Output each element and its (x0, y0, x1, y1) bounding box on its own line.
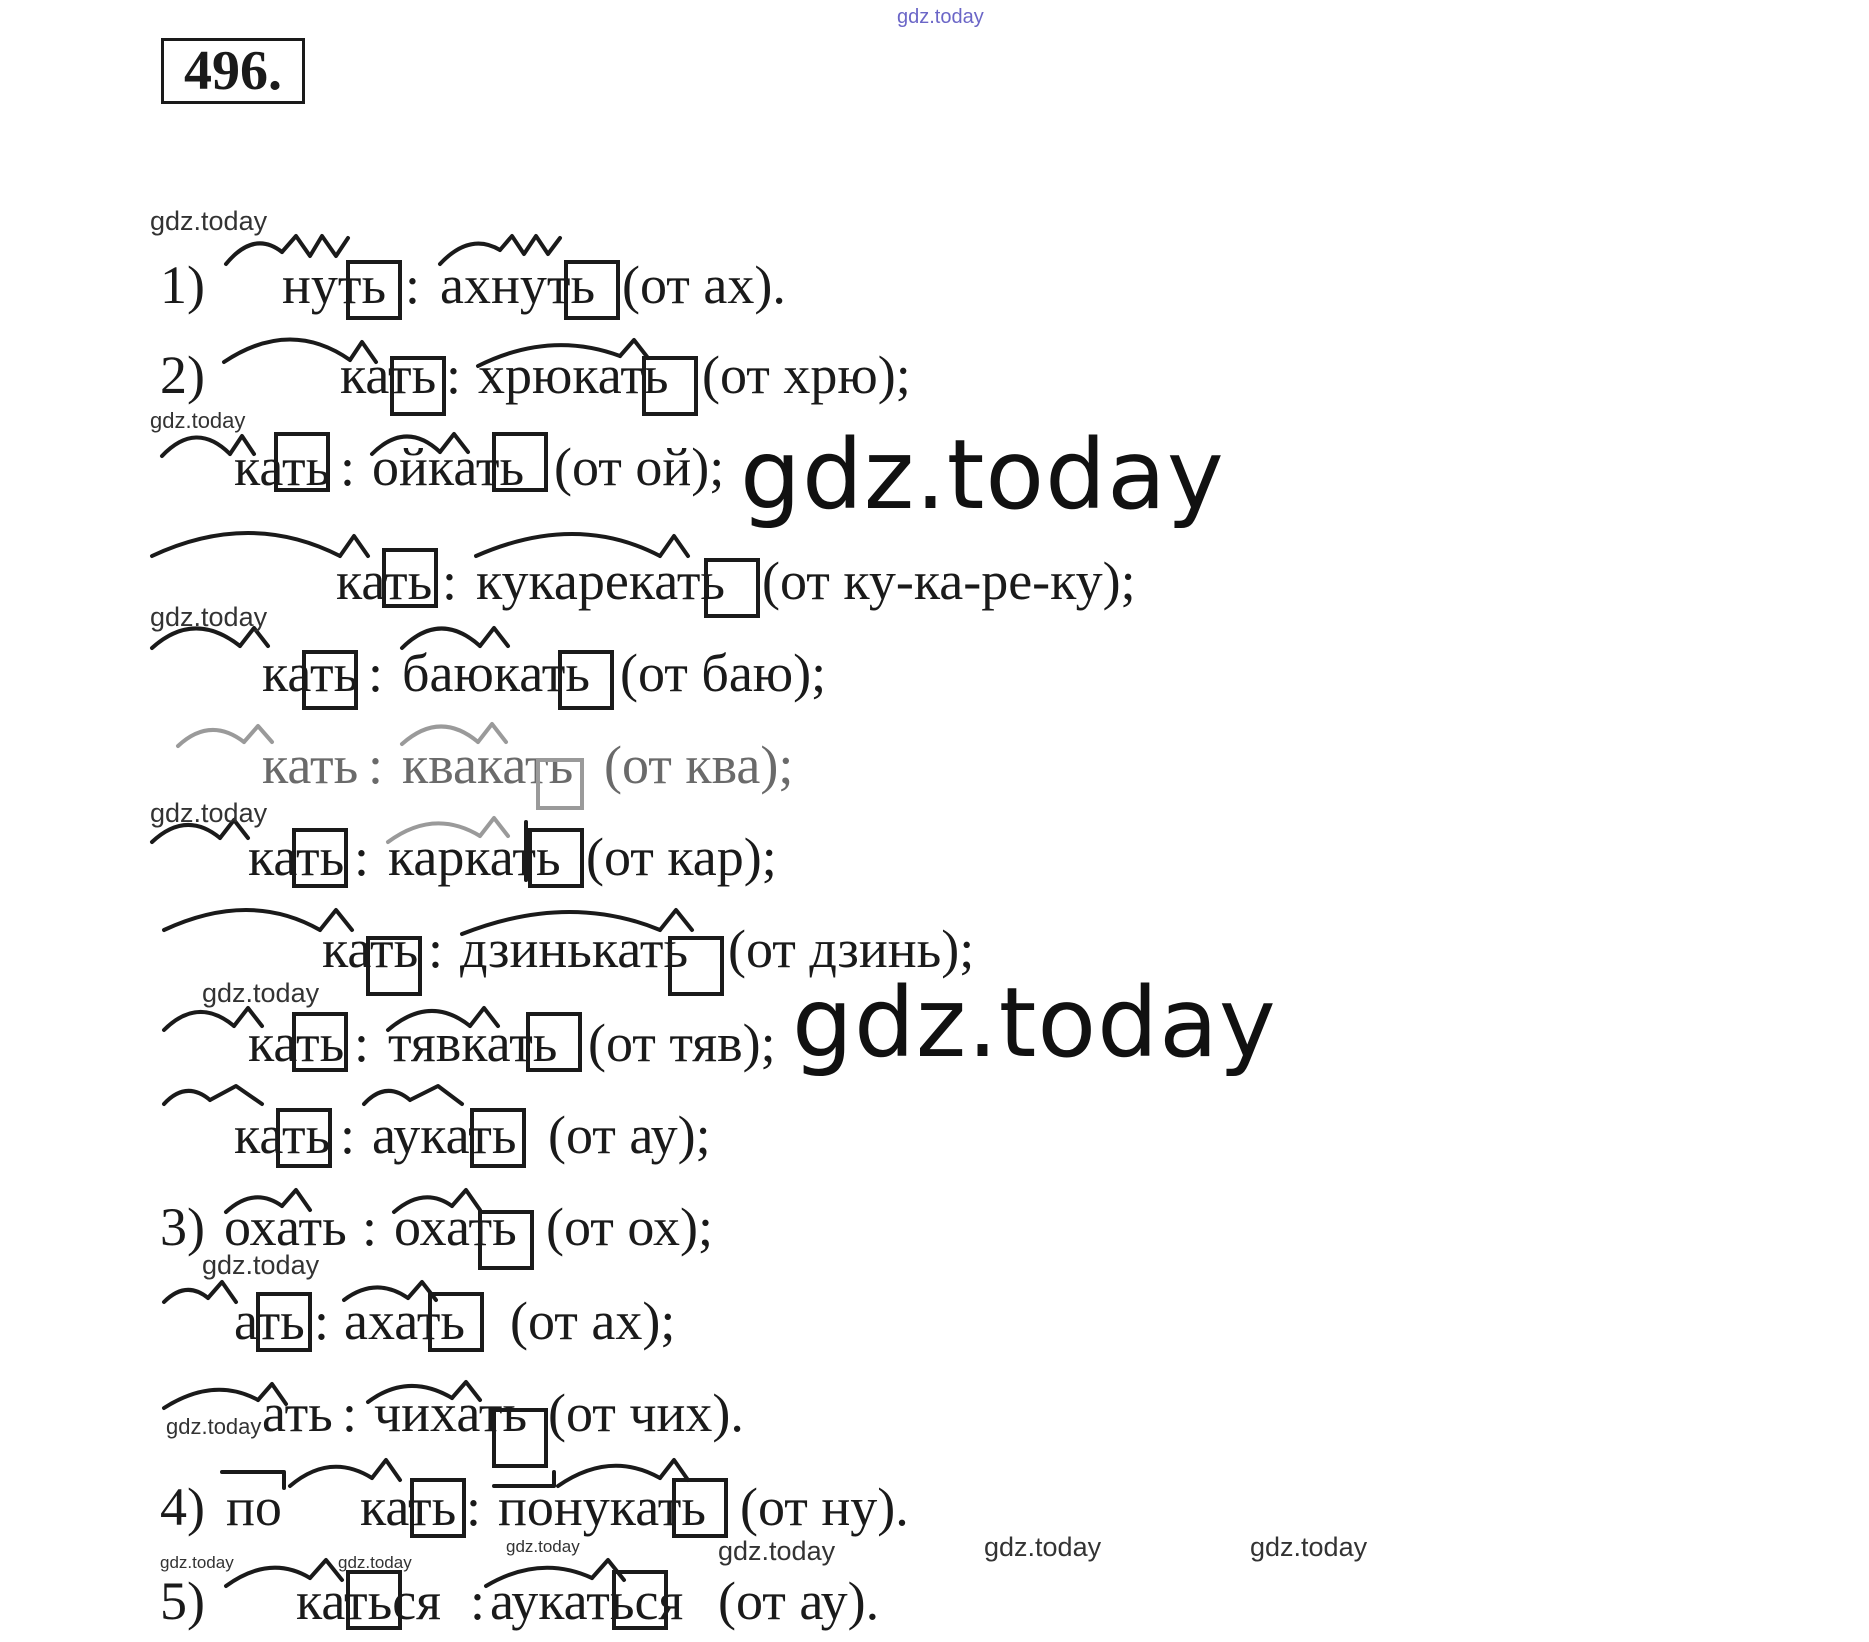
base-form: кать (248, 1013, 345, 1073)
watermark: gdz.today (506, 1537, 580, 1556)
source-note: (от ау); (548, 1105, 711, 1165)
watermark-large: gdz.today (792, 967, 1277, 1079)
watermark: gdz.today (160, 1553, 234, 1572)
root-arc (226, 243, 282, 264)
derived-word: квакать (402, 735, 574, 795)
derived-word: чихать (374, 1383, 528, 1443)
base-form: кать (234, 1105, 331, 1165)
watermark: gdz.today (166, 1414, 262, 1439)
source-note: (от ох); (546, 1197, 714, 1257)
base-form: кать (248, 827, 345, 887)
watermark: gdz.today (202, 1250, 320, 1280)
derived-word: ахнуть (440, 255, 596, 315)
source-note: (от дзинь); (728, 919, 975, 979)
source-note: (от ну). (740, 1477, 909, 1537)
watermark: gdz.today (150, 206, 268, 236)
source-note: (от ой); (554, 437, 725, 497)
base-form: нуть (282, 255, 387, 315)
derived-word: понукать (498, 1477, 707, 1537)
derived-word: дзинькать (460, 919, 689, 979)
source-note: (от ах); (510, 1291, 676, 1351)
suffix-caret (208, 1282, 236, 1302)
derived-word: хрюкать (478, 345, 669, 405)
watermark-top: gdz.today (897, 6, 984, 28)
line-number: 3) (160, 1197, 205, 1257)
source-note: (от ква); (604, 735, 794, 795)
source-note: (от хрю); (702, 345, 911, 405)
watermark: gdz.today (338, 1553, 412, 1572)
watermark: gdz.today (202, 978, 320, 1008)
line-number: 4) (160, 1477, 205, 1537)
derived-word: ахать (344, 1291, 466, 1351)
watermark: gdz.today (1250, 1532, 1368, 1562)
derived-word: аукать (372, 1105, 517, 1165)
derived-word: баюкать (402, 643, 590, 703)
base-form: кать (336, 551, 433, 611)
derived-word: аукаться (490, 1571, 684, 1631)
derived-word: тявкать (388, 1013, 558, 1073)
source-note: (от баю); (620, 643, 827, 703)
watermark: gdz.today (150, 798, 268, 828)
root-arc (164, 1012, 234, 1030)
page: gdz.today 496. 1) нуть : ахнуть (от ах). 2) кать : хрюкать (от хрю); кать : ойкать (от ой); кать : кукарекать (от ку-ка-ре-ку); кать : баюкать (от баю); кать : квакать (от ква); кать : каркать (от кар); кать : дзинькать (от дзинь); кать : тявкать (от тяв); кать : аукать (от ау); 3) охать : охать (от ох); ать : ахать (от ах); ать : чихать (от чих). 4) по кать : понукать (от ну). 5) каться : аукаться (от ау). gdz.today gdz.today gdz.today gdz.today gdz.today gdz.today gdz.today gdz.today gdz.today gdz.today gdz.today gdz.today gdz.today gdz.today gdz.today (0, 0, 1869, 1642)
base-form: каться (296, 1571, 442, 1631)
source-note: (от ку-ка-ре-ку); (762, 551, 1136, 611)
source-note: (от ах). (622, 255, 786, 315)
watermark-large: gdz.today (740, 419, 1225, 531)
root-arc (164, 1091, 210, 1104)
derived-word: каркать (388, 827, 561, 887)
base-form: кать (322, 919, 419, 979)
root-arc (164, 910, 320, 930)
root-arc (224, 339, 350, 362)
derived-word: охать (394, 1197, 517, 1257)
base-form: кать (340, 345, 437, 405)
watermark: gdz.today (150, 408, 246, 433)
base-form: кать (234, 437, 331, 497)
base-form: кать (262, 735, 359, 795)
watermark: gdz.today (984, 1532, 1102, 1562)
source-note: (от чих). (548, 1383, 744, 1443)
derived-word: кукарекать (476, 551, 726, 611)
root-arc (164, 1390, 258, 1408)
line-number: 5) (160, 1571, 205, 1631)
root-arc (164, 1290, 208, 1302)
watermark: gdz.today (718, 1536, 836, 1566)
root-arc (152, 533, 340, 556)
derived-word: ойкать (372, 437, 525, 497)
base-form: охать (224, 1197, 347, 1257)
base-form: ать (262, 1383, 333, 1443)
watermark: gdz.today (150, 602, 268, 632)
source-note: (от тяв); (588, 1013, 776, 1073)
base-form: кать (360, 1477, 457, 1537)
source-note: (от ау). (718, 1571, 880, 1631)
base-form: ать (234, 1291, 305, 1351)
task-number: 496. (161, 38, 305, 104)
base-form: кать (262, 643, 359, 703)
line-number: 1) (160, 255, 205, 315)
root-arc (178, 730, 244, 746)
prefix: по (226, 1477, 282, 1537)
line-number: 2) (160, 345, 205, 405)
source-note: (от кар); (586, 827, 777, 887)
root-arc (162, 437, 230, 456)
